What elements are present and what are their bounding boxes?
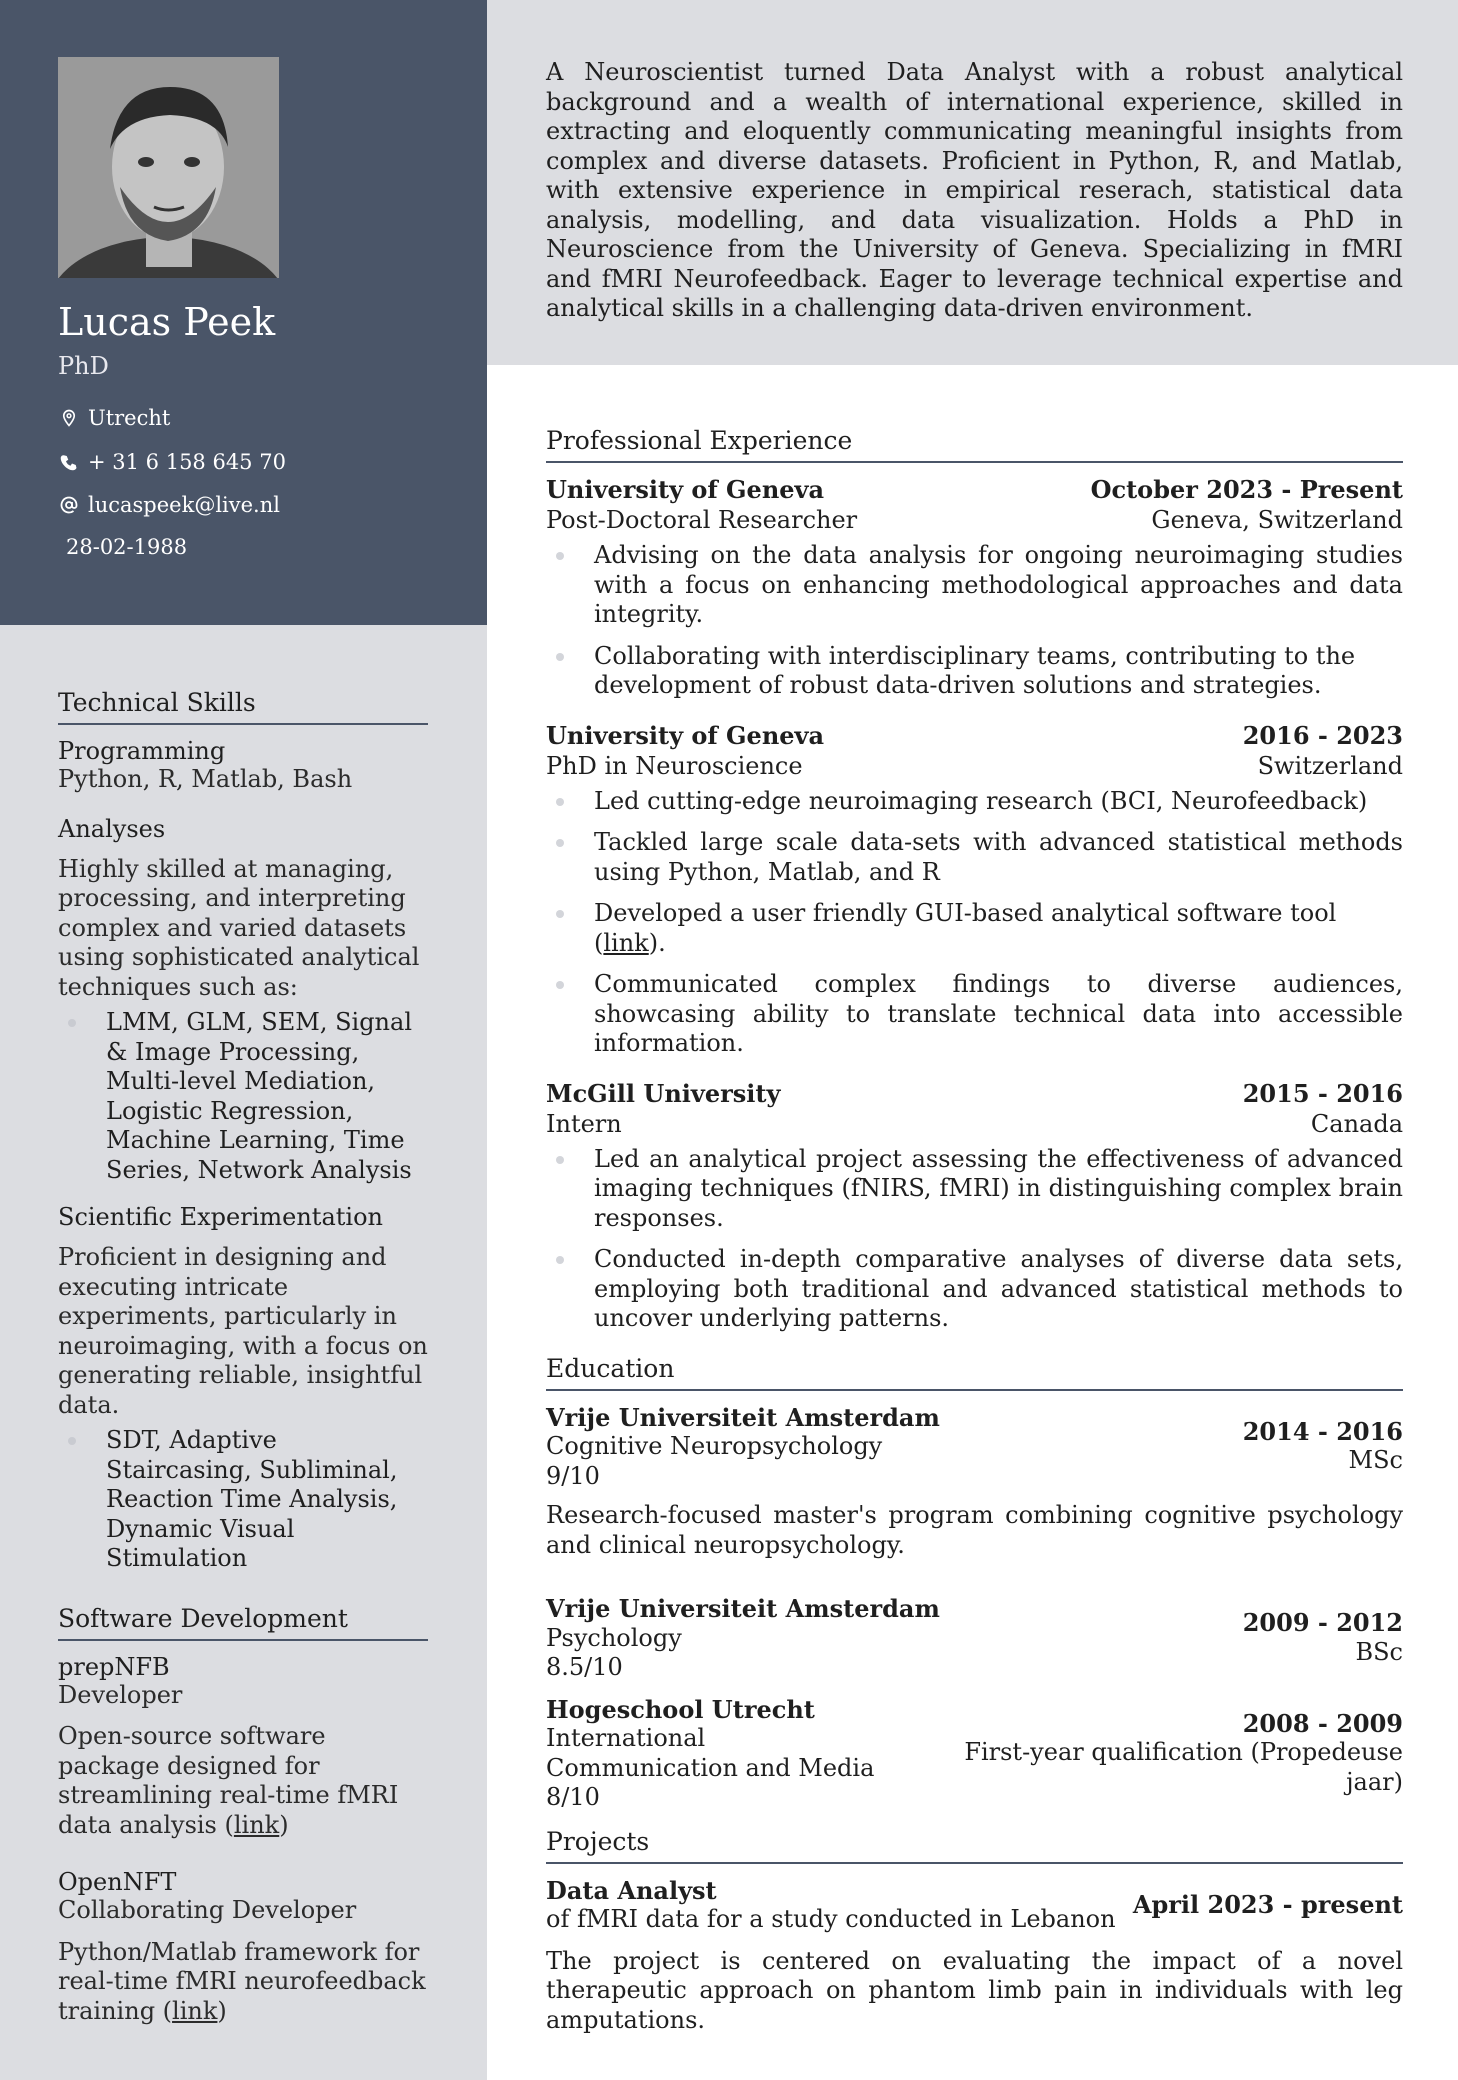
edu-field: Psychology: [546, 1623, 682, 1652]
exp-role: PhD in Neuroscience: [546, 751, 803, 780]
exp-date: 2016 - 2023: [1242, 720, 1403, 750]
exp-org: University of Geneva: [546, 475, 825, 504]
experience-entry: [546, 475, 1403, 701]
exp-role: Intern: [546, 1109, 622, 1138]
edu-school: Vrije Universiteit Amsterdam: [546, 1402, 940, 1432]
software-item-text: Python/Matlab framework for real-time fMRI neurofeedback training (: [58, 1937, 426, 2025]
contact-location: [58, 406, 170, 430]
project-subtitle: of fMRI data for a study conducted in Lebanon: [546, 1905, 1116, 1933]
experimentation-heading: Scientific Experimentation: [58, 1203, 383, 1231]
exp-org: University of Geneva: [546, 720, 825, 750]
experience-entry: [546, 1079, 1403, 1334]
edu-grade: 8.5/10: [546, 1653, 623, 1681]
edu-field: Cognitive Neuropsychology: [546, 1432, 883, 1460]
at-sign-icon: [58, 494, 80, 516]
exp-bullet-text: Developed a user friendly GUI-based analytical software tool (: [594, 899, 1337, 957]
exp-bullet: Led cutting-edge neuroimaging research (BCI, Neurofeedback): [594, 787, 1403, 817]
phone-text[interactable]: + 31 6 158 645 70: [88, 450, 286, 474]
programming-text: Python, R, Matlab, Bash: [58, 765, 353, 793]
analyses-text: Highly skilled at managing, processing, and interpreting complex and varied datasets using sophisticated analytical techniques such as:: [58, 854, 420, 1001]
software-item-text: Open-source software package designed for streamlining real-time fMRI data analysis (: [58, 1722, 399, 1839]
software-link[interactable]: link: [172, 1996, 218, 2025]
software-item-desc: [58, 1722, 428, 1840]
edu-school: Vrije Universiteit Amsterdam: [546, 1594, 940, 1623]
experimentation-bullet: SDT, Adaptive Staircasing, Subliminal, Reaction Time Analysis, Dynamic Visual Stimulation: [106, 1426, 428, 1574]
exp-bullet: Advising on the data analysis for ongoing neuroimaging studies with a focus on enhancing methodological approaches and data integrity.: [594, 541, 1403, 628]
software-item-name: OpenNFT: [58, 1868, 177, 1896]
exp-bullet: Conducted in-depth comparative analyses of diverse data sets, employing both traditional and advanced statistical methods to uncover underlying patterns.: [594, 1245, 1403, 1332]
exp-date: October 2023 - Present: [1090, 475, 1403, 504]
education-heading: Education: [546, 1354, 1403, 1391]
exp-bullet: Collaborating with interdisciplinary teams, contributing to the development of robust data-driven solutions and strategies.: [594, 642, 1403, 701]
edu-grade: 8/10: [546, 1783, 600, 1811]
software-item-after: ): [279, 1810, 289, 1839]
contact-phone: [58, 450, 286, 474]
email-text[interactable]: lucaspeek@live.nl: [88, 493, 280, 517]
experimentation-text: Proficient in designing and executing intricate experiments, particularly in neuroimaging, with a focus on generating reliable, insightful data.: [58, 1243, 428, 1419]
exp-bullet-after: ).: [648, 928, 666, 957]
software-item-after: ): [217, 1996, 227, 2025]
edu-degree: MSc: [1348, 1446, 1403, 1474]
edu-grade: 9/10: [546, 1461, 600, 1490]
birthdate-text: 28-02-1988: [66, 535, 188, 559]
edu-school: Hogeschool Utrecht: [546, 1694, 815, 1724]
exp-role: Post-Doctoral Researcher: [546, 506, 858, 534]
exp-bullets: [546, 1145, 1403, 1334]
edu-degree: BSc: [1355, 1637, 1403, 1666]
technical-skills-heading: Technical Skills: [58, 688, 428, 725]
experience-heading: Professional Experience: [546, 426, 1403, 463]
exp-org: McGill University: [546, 1078, 781, 1108]
experimentation-list: [58, 1426, 428, 1574]
project-entry: [546, 1876, 1403, 1935]
software-item-role: Developer: [58, 1680, 183, 1709]
education-entry: [546, 1594, 1403, 1683]
education-entry: [546, 1695, 1403, 1813]
exp-bullets: [546, 541, 1403, 701]
exp-bullet: Communicated complex findings to diverse audiences, showcasing ability to translate technical data into accessible information.: [594, 970, 1403, 1057]
analyses-heading: Analyses: [58, 814, 166, 843]
portrait-image: [58, 57, 279, 278]
exp-date: 2015 - 2016: [1242, 1078, 1403, 1108]
exp-bullet: [594, 899, 1403, 958]
exp-bullet: Tackled large scale data-sets with advanced statistical methods using Python, Matlab, and R: [594, 828, 1403, 886]
project-title: Data Analyst: [546, 1875, 717, 1905]
programming-heading: Programming: [58, 737, 226, 765]
edu-date: 2009 - 2012: [1242, 1608, 1403, 1637]
location-pin-icon: [58, 407, 80, 429]
edu-date: 2014 - 2016: [1242, 1416, 1403, 1446]
edu-desc: Research-focused master's program combining cognitive psychology and clinical neuropsychology.: [546, 1501, 1403, 1559]
exp-bullet: Led an analytical project assessing the effectiveness of advanced imaging techniques (fNIRS, fMRI) in distinguishing complex brain responses.: [594, 1144, 1403, 1232]
software-heading: Software Development: [58, 1604, 428, 1641]
contact-birthdate: [66, 535, 187, 559]
software-tool-link[interactable]: link: [603, 928, 649, 957]
exp-place: Switzerland: [1257, 751, 1403, 780]
project-date: April 2023 - present: [1132, 1890, 1403, 1920]
software-item-role: Collaborating Developer: [58, 1896, 357, 1924]
software-item-desc: [58, 1938, 428, 2027]
software-item-name: prepNFB: [58, 1652, 170, 1681]
main-content: [546, 426, 1403, 2035]
phone-icon: [58, 451, 80, 473]
profile-photo: [58, 57, 279, 278]
experience-entry: [546, 721, 1403, 1059]
sidebar-content: [58, 688, 428, 2026]
software-link[interactable]: link: [233, 1810, 280, 1839]
analyses-bullet: LMM, GLM, SEM, Signal & Image Processing, Multi-level Mediation, Logistic Regression, Machine Learning, Time Series, Network Analysis: [106, 1008, 428, 1185]
summary-text: A Neuroscientist turned Data Analyst with a robust analytical background and a wealth of international experience, skilled in extracting and eloquently communicating meaningful insights from complex and diverse datasets. Proficient in Python, R, and Matlab, with extensive experience in empirical reserach, statistical data analysis, modelling, and data visualization. Holds a PhD in Neuroscience from the University of Geneva. Specializing in fMRI and fMRI Neurofeedback. Eager to leverage technical expertise and analytical skills in a challenging data-driven environment.: [546, 58, 1403, 322]
exp-bullets: [546, 787, 1403, 1059]
projects-heading: Projects: [546, 1827, 1403, 1864]
edu-field: International Communication and Media: [546, 1724, 875, 1782]
sidebar: [0, 0, 487, 2080]
education-entry: [546, 1403, 1403, 1492]
project-desc: The project is centered on evaluating the impact of a novel therapeutic approach on phantom limb pain in individuals with leg amputations.: [546, 1946, 1403, 2034]
exp-place: Geneva, Switzerland: [1151, 506, 1403, 534]
edu-date: 2008 - 2009: [1242, 1708, 1403, 1738]
profile-header: [0, 0, 487, 625]
analyses-list: [58, 1008, 428, 1185]
edu-degree: First-year qualification (Propedeuse jaar): [964, 1738, 1403, 1796]
contact-email: [58, 493, 280, 517]
location-text: Utrecht: [88, 406, 171, 430]
exp-place: Canada: [1310, 1109, 1403, 1138]
person-degree: PhD: [58, 352, 109, 380]
person-name: Lucas Peek: [58, 300, 276, 344]
